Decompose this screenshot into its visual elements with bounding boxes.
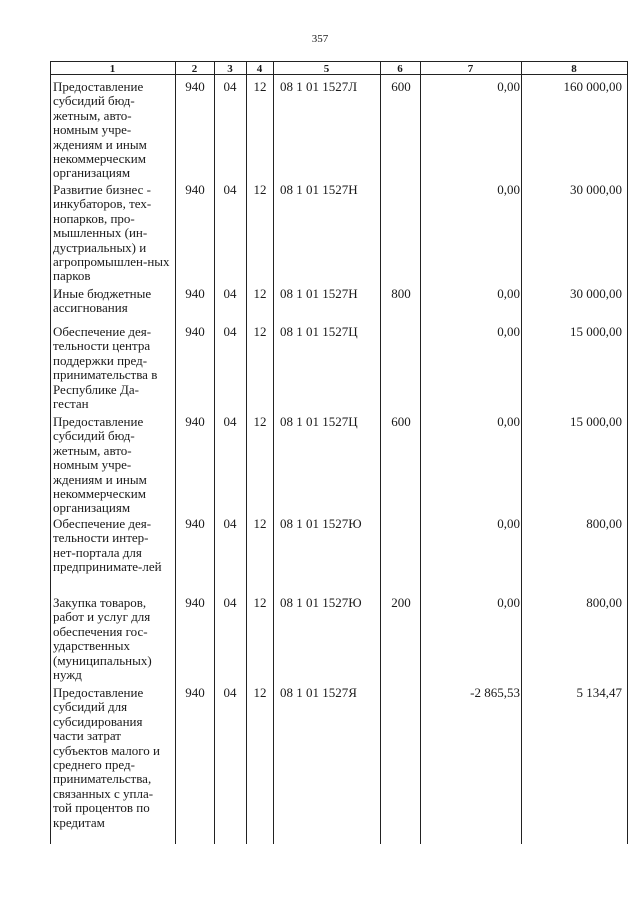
cell-col5: 08 1 01 1527Ц <box>280 414 358 429</box>
cell-col4: 12 <box>253 414 267 429</box>
cell-col8: 160 000,00 <box>563 79 622 94</box>
cell-col7: 0,00 <box>497 286 520 301</box>
col-border <box>380 61 381 844</box>
cell-col2: 940 <box>185 685 205 700</box>
cell-col7: -2 865,53 <box>470 685 520 700</box>
table-top-border <box>50 61 628 62</box>
cell-col2: 940 <box>185 79 205 94</box>
cell-col8: 30 000,00 <box>570 286 622 301</box>
row-description: Иные бюджетные ассигнования <box>53 286 152 316</box>
cell-col4: 12 <box>253 286 267 301</box>
cell-col6: 800 <box>391 286 411 301</box>
cell-col8: 5 134,47 <box>576 685 622 700</box>
cell-col3: 04 <box>223 324 237 339</box>
cell-col5: 08 1 01 1527Н <box>280 182 358 197</box>
row-description: Обеспечение дея-тельности интер-нет-портала для предпринимате-лей <box>53 516 162 575</box>
cell-col2: 940 <box>185 414 205 429</box>
column-header: 5 <box>323 63 330 75</box>
cell-col3: 04 <box>223 414 237 429</box>
column-header: 6 <box>397 63 403 75</box>
cell-col6: 600 <box>391 414 411 429</box>
cell-col5: 08 1 01 1527Л <box>280 79 358 94</box>
column-header: 1 <box>109 63 116 75</box>
row-description: Развитие бизнес - инкубаторов, тех-нопарков, про-мышленных (ин-дустриальных) и агропромышлен-ных парков <box>53 182 170 284</box>
cell-col4: 12 <box>253 182 267 197</box>
cell-col3: 04 <box>223 595 237 610</box>
cell-col3: 04 <box>223 182 237 197</box>
row-description: Закупка товаров, работ и услуг для обеспечения гос-ударственных (муниципальных) нужд <box>53 595 152 683</box>
cell-col5: 08 1 01 1527Ц <box>280 324 358 339</box>
col-border <box>627 61 628 844</box>
cell-col2: 940 <box>185 286 205 301</box>
cell-col5: 08 1 01 1527Ю <box>280 516 362 531</box>
cell-col6: 200 <box>391 595 411 610</box>
cell-col7: 0,00 <box>497 182 520 197</box>
cell-col8: 15 000,00 <box>570 324 622 339</box>
cell-col8: 800,00 <box>586 595 622 610</box>
cell-col3: 04 <box>223 685 237 700</box>
row-description: Обеспечение дея-тельности центра поддержки пред-принимательства в Республике Да-гестан <box>53 324 158 412</box>
cell-col4: 12 <box>253 595 267 610</box>
col-border <box>50 61 51 844</box>
cell-col7: 0,00 <box>497 324 520 339</box>
cell-col2: 940 <box>185 182 205 197</box>
cell-col6: 600 <box>391 79 411 94</box>
cell-col8: 30 000,00 <box>570 182 622 197</box>
cell-col8: 15 000,00 <box>570 414 622 429</box>
col-border <box>175 61 176 844</box>
cell-col7: 0,00 <box>497 79 520 94</box>
column-header: 2 <box>191 63 198 75</box>
cell-col3: 04 <box>223 79 237 94</box>
cell-col3: 04 <box>223 516 237 531</box>
column-header: 4 <box>256 63 263 75</box>
page-number: 357 <box>311 33 329 45</box>
col-border <box>521 61 522 844</box>
cell-col4: 12 <box>253 324 267 339</box>
cell-col5: 08 1 01 1527Н <box>280 286 358 301</box>
cell-col7: 0,00 <box>497 414 520 429</box>
cell-col2: 940 <box>185 595 205 610</box>
column-header: 8 <box>571 63 577 75</box>
col-border <box>273 61 274 844</box>
row-description: Предоставление субсидий бюд-жетным, авто-номным учре-ждениям и иным некоммерческим организациям <box>53 79 147 181</box>
row-description: Предоставление субсидий для субсидирования части затрат субъектов малого и среднего пред-принимательства, связанных с упла-той процентов по кредитам <box>53 685 160 830</box>
cell-col2: 940 <box>185 324 205 339</box>
cell-col8: 800,00 <box>586 516 622 531</box>
col-border <box>214 61 215 844</box>
cell-col5: 08 1 01 1527Ю <box>280 595 362 610</box>
cell-col4: 12 <box>253 516 267 531</box>
col-border <box>420 61 421 844</box>
cell-col3: 04 <box>223 286 237 301</box>
cell-col4: 12 <box>253 79 267 94</box>
cell-col7: 0,00 <box>497 595 520 610</box>
column-header: 7 <box>467 63 474 75</box>
budget-table <box>50 61 628 844</box>
row-description: Предоставление субсидий бюд-жетным, авто-номным учре-ждениям и иным некоммерческим организациям <box>53 414 147 516</box>
column-header: 3 <box>227 63 233 75</box>
cell-col2: 940 <box>185 516 205 531</box>
cell-col5: 08 1 01 1527Я <box>280 685 357 700</box>
cell-col4: 12 <box>253 685 267 700</box>
cell-col7: 0,00 <box>497 516 520 531</box>
col-border <box>246 61 247 844</box>
